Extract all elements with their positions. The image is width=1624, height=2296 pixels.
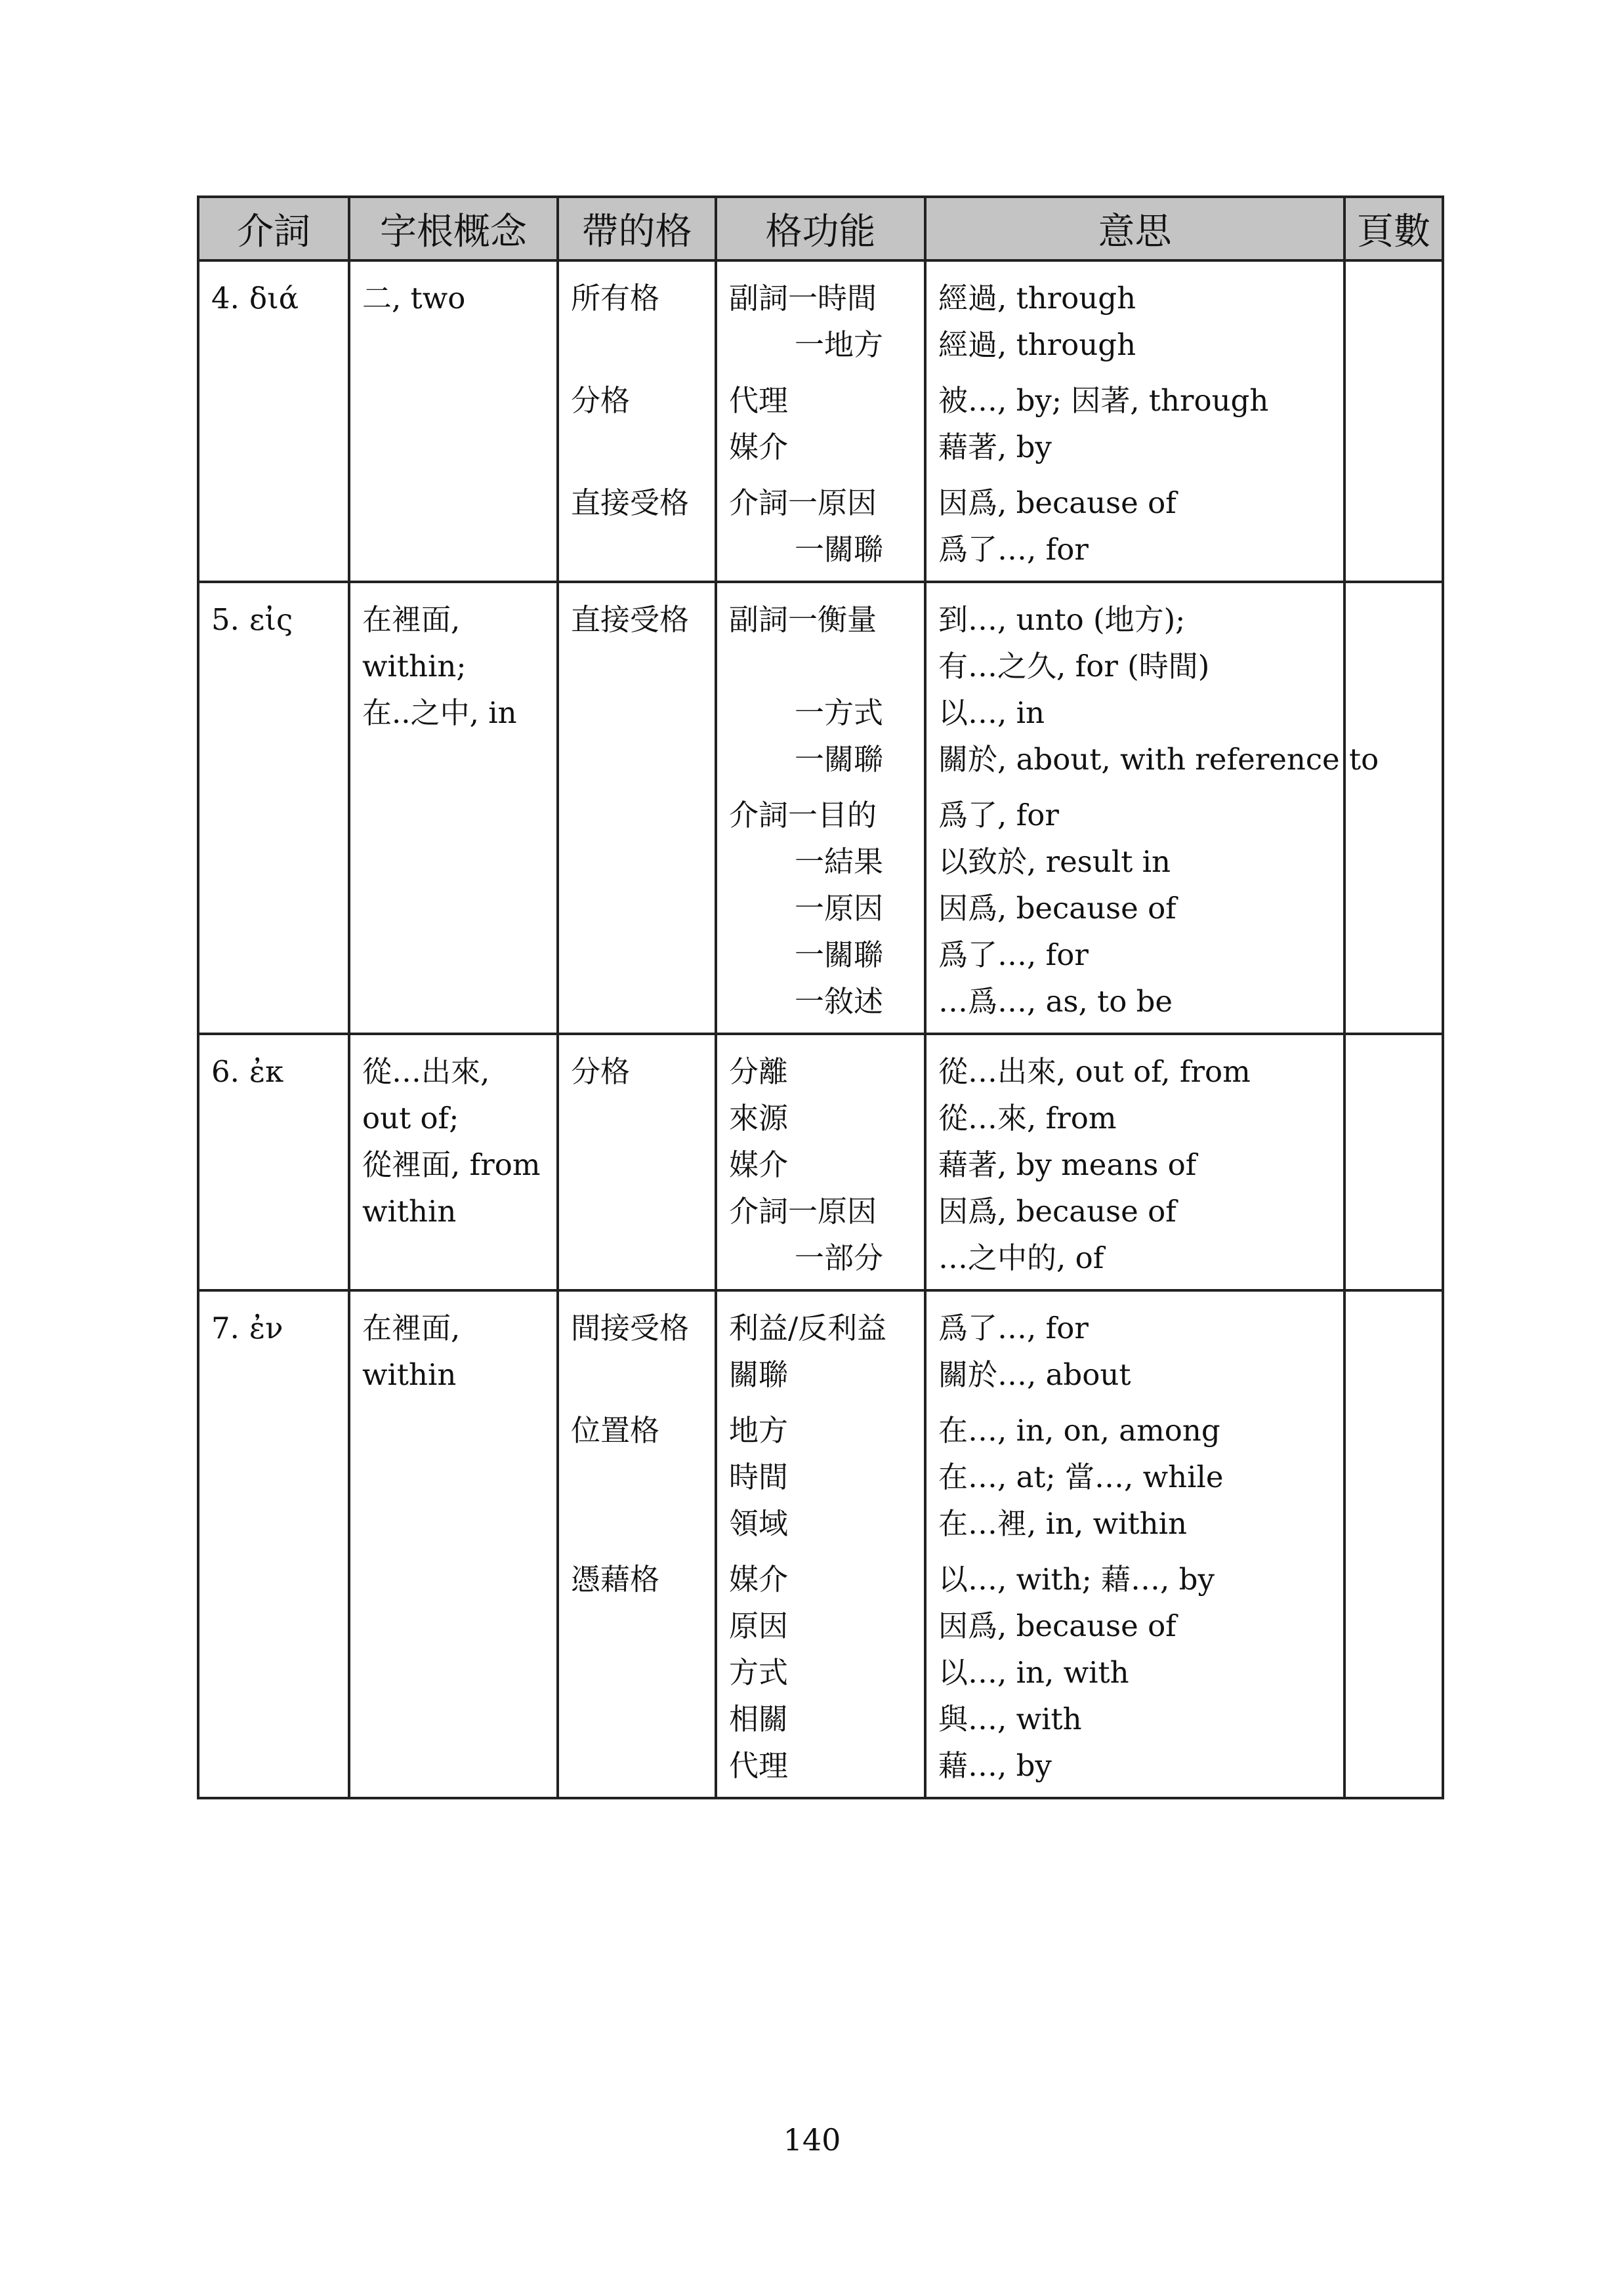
preposition-cell (198, 582, 349, 1034)
case-function-line: 利益/反利益 (729, 1311, 887, 1345)
meaning-line: 因爲, because of (938, 1194, 1176, 1229)
case-function-line: 關聯 (729, 1357, 789, 1392)
meaning-line: 因爲, because of (938, 891, 1176, 926)
meaning-line: 被…, by; 因著, through (938, 383, 1269, 418)
header-pages: 頁數 (1344, 197, 1443, 260)
header-meaning: 意思 (925, 197, 1344, 260)
meaning-group (938, 275, 1333, 368)
meaning-group (938, 596, 1379, 783)
case-line (571, 1141, 704, 1188)
header-case: 帶的格 (558, 197, 716, 260)
case-line (571, 424, 704, 470)
case-function-line: 代理 (729, 383, 789, 418)
case-group (571, 1556, 704, 1789)
case-function-line: 一結果 (795, 844, 884, 879)
greek-word: εἰς (249, 602, 293, 637)
preposition-entry (211, 1048, 337, 1095)
case-group (571, 1048, 704, 1281)
meaning-group (938, 480, 1333, 573)
preposition-table (197, 195, 1444, 1799)
table-row (198, 582, 1443, 1034)
case-group (571, 1407, 704, 1547)
meaning-line: 到…, unto (地方); (938, 602, 1186, 637)
header-preposition: 介詞 (198, 197, 349, 260)
case-function-cell (716, 1290, 925, 1798)
entry-number: 7. (211, 1311, 239, 1345)
case-function-line: 原因 (729, 1609, 789, 1643)
case-function-line: 副詞一衡量 (729, 602, 877, 637)
case-function-line: 一關聯 (795, 742, 884, 777)
root-concept-line: within (362, 1357, 457, 1392)
meaning-line: 以…, with; 藉…, by (938, 1562, 1215, 1597)
case-line (571, 932, 704, 978)
case-line (571, 643, 704, 689)
case-function-line: 來源 (729, 1101, 789, 1136)
table-row (198, 1290, 1443, 1798)
preposition-entry (211, 1305, 337, 1351)
case-function-line: 一部分 (795, 1240, 884, 1275)
root-concept-line: 在裡面, (362, 1311, 461, 1345)
case-group (571, 596, 704, 783)
case-line (571, 1454, 704, 1500)
meaning-line: 與…, with (938, 1702, 1082, 1736)
case-group (571, 275, 704, 368)
case-function-line: 介詞一目的 (729, 798, 877, 832)
case-function-line: 一原因 (795, 891, 884, 926)
case-function-line: 分離 (729, 1054, 789, 1089)
function-group (729, 1048, 913, 1281)
meaning-cell (925, 582, 1379, 1034)
case-line (571, 1235, 704, 1281)
case-group (571, 1305, 704, 1398)
case-function-line (729, 643, 913, 689)
preposition-cell (198, 1290, 349, 1798)
case-line (571, 1095, 704, 1141)
header-case-function: 格功能 (716, 197, 925, 260)
meaning-line: 因爲, because of (938, 1609, 1176, 1643)
meaning-line: 以…, in (938, 695, 1045, 730)
meaning-group (938, 792, 1333, 1025)
case-line: 直接受格 (571, 485, 690, 520)
case-function-line: 媒介 (729, 1562, 789, 1597)
root-concept-line: 從…出來, (362, 1054, 490, 1089)
meaning-line: 藉著, by (938, 430, 1052, 464)
function-group (729, 480, 913, 573)
meaning-line: 爲了…, for (938, 532, 1089, 567)
meaning-line: 經過, through (938, 281, 1136, 316)
meaning-line: 經過, through (938, 327, 1136, 362)
case-line: 憑藉格 (571, 1562, 660, 1597)
greek-word: ἐκ (249, 1054, 284, 1089)
case-cell (558, 1290, 716, 1798)
meaning-cell (925, 1290, 1344, 1798)
case-cell (558, 260, 716, 582)
case-cell (558, 582, 716, 1034)
case-line (571, 792, 704, 838)
greek-word: ἐν (249, 1311, 283, 1345)
meaning-line: 關於, about, with reference to (938, 742, 1379, 777)
case-function-line: 方式 (729, 1655, 789, 1690)
page-number: 140 (783, 2122, 841, 2158)
case-group (571, 792, 704, 1025)
case-function-cell (716, 1034, 925, 1290)
case-function-line: 一方式 (795, 695, 884, 730)
case-function-line: 媒介 (729, 430, 789, 464)
table-body (198, 260, 1443, 1798)
function-group (729, 1407, 913, 1547)
meaning-cell (925, 260, 1344, 582)
case-function-line: 領域 (729, 1506, 789, 1541)
case-function-line: 媒介 (729, 1147, 789, 1182)
meaning-line: 在…, in, on, among (938, 1413, 1220, 1448)
case-line (571, 1696, 704, 1742)
meaning-group (938, 377, 1333, 470)
function-group (729, 792, 913, 1025)
meaning-group (938, 1048, 1333, 1281)
meaning-line: 爲了…, for (938, 1311, 1089, 1345)
case-line (571, 1649, 704, 1696)
case-line: 分格 (571, 383, 631, 418)
header-root-concept: 字根概念 (349, 197, 558, 260)
meaning-line: 關於…, about (938, 1357, 1131, 1392)
meaning-line: 從…來, from (938, 1101, 1117, 1136)
case-function-line: 一地方 (795, 327, 884, 362)
table-row (198, 1034, 1443, 1290)
entry-number: 5. (211, 602, 239, 637)
function-group (729, 377, 913, 470)
case-function-line: 一敘述 (795, 984, 884, 1019)
root-concept-cell (349, 1290, 558, 1798)
case-line (571, 1603, 704, 1649)
case-line: 所有格 (571, 281, 660, 316)
pages-cell (1344, 1034, 1443, 1290)
root-concept-line: 在..之中, in (362, 695, 517, 730)
meaning-line: …之中的, of (938, 1240, 1104, 1275)
entry-number: 4. (211, 281, 239, 316)
meaning-line: 有…之久, for (時間) (938, 649, 1210, 684)
case-line (571, 1742, 704, 1789)
pages-cell (1344, 1290, 1443, 1798)
table-row (198, 260, 1443, 582)
root-concept-line: 在裡面, (362, 602, 461, 637)
function-group (729, 1556, 913, 1789)
meaning-cell (925, 1034, 1344, 1290)
root-concept-line: 從裡面, from (362, 1147, 541, 1182)
meaning-line: 因爲, because of (938, 485, 1176, 520)
meaning-line: 爲了, for (938, 798, 1059, 832)
meaning-line: 以致於, result in (938, 844, 1171, 879)
case-line (571, 978, 704, 1025)
root-concept-line: 二, two (362, 281, 466, 316)
pages-cell (1344, 582, 1443, 1034)
case-function-line: 介詞一原因 (729, 485, 877, 520)
meaning-line: 爲了…, for (938, 937, 1089, 972)
meaning-line: 以…, in, with (938, 1655, 1129, 1690)
case-function-line: 相關 (729, 1702, 789, 1736)
function-group (729, 1305, 913, 1398)
meaning-group (938, 1407, 1333, 1547)
meaning-line: 在…, at; 當…, while (938, 1460, 1224, 1494)
case-function-line: 時間 (729, 1460, 789, 1494)
function-group (729, 275, 913, 368)
case-line (571, 321, 704, 368)
case-function-line: 一關聯 (795, 937, 884, 972)
meaning-group (938, 1556, 1333, 1789)
root-concept-line: within; (362, 649, 467, 684)
case-line: 分格 (571, 1054, 631, 1089)
case-function-line: 副詞一時間 (729, 281, 877, 316)
greek-word: διά (249, 281, 299, 316)
case-line (571, 1188, 704, 1235)
meaning-line: …爲…, as, to be (938, 984, 1173, 1019)
case-function-cell (716, 582, 925, 1034)
case-line (571, 689, 704, 736)
preposition-cell (198, 1034, 349, 1290)
root-concept-cell (349, 1034, 558, 1290)
case-function-cell (716, 260, 925, 582)
case-line (571, 526, 704, 573)
preposition-entry (211, 596, 337, 643)
preposition-entry (211, 275, 337, 321)
entry-number: 6. (211, 1054, 239, 1089)
case-line: 間接受格 (571, 1311, 690, 1345)
preposition-cell (198, 260, 349, 582)
case-line (571, 736, 704, 783)
root-concept-line: out of; (362, 1101, 459, 1136)
root-concept-cell (349, 582, 558, 1034)
meaning-line: 藉…, by (938, 1748, 1052, 1783)
function-group (729, 596, 913, 783)
case-cell (558, 1034, 716, 1290)
meaning-line: 在…裡, in, within (938, 1506, 1187, 1541)
case-group (571, 377, 704, 470)
case-line (571, 885, 704, 932)
case-group (571, 480, 704, 573)
case-line: 位置格 (571, 1413, 660, 1448)
case-function-line: 介詞一原因 (729, 1194, 877, 1229)
root-concept-line: within (362, 1194, 457, 1229)
case-line (571, 1500, 704, 1547)
case-line: 直接受格 (571, 602, 690, 637)
table-header-row (198, 197, 1443, 260)
case-function-line: 地方 (729, 1413, 789, 1448)
case-function-line: 一關聯 (795, 532, 884, 567)
case-function-line: 代理 (729, 1748, 789, 1783)
root-concept-cell (349, 260, 558, 582)
meaning-line: 從…出來, out of, from (938, 1054, 1251, 1089)
case-line (571, 1351, 704, 1398)
meaning-group (938, 1305, 1333, 1398)
case-line (571, 838, 704, 885)
pages-cell (1344, 260, 1443, 582)
meaning-line: 藉著, by means of (938, 1147, 1197, 1182)
